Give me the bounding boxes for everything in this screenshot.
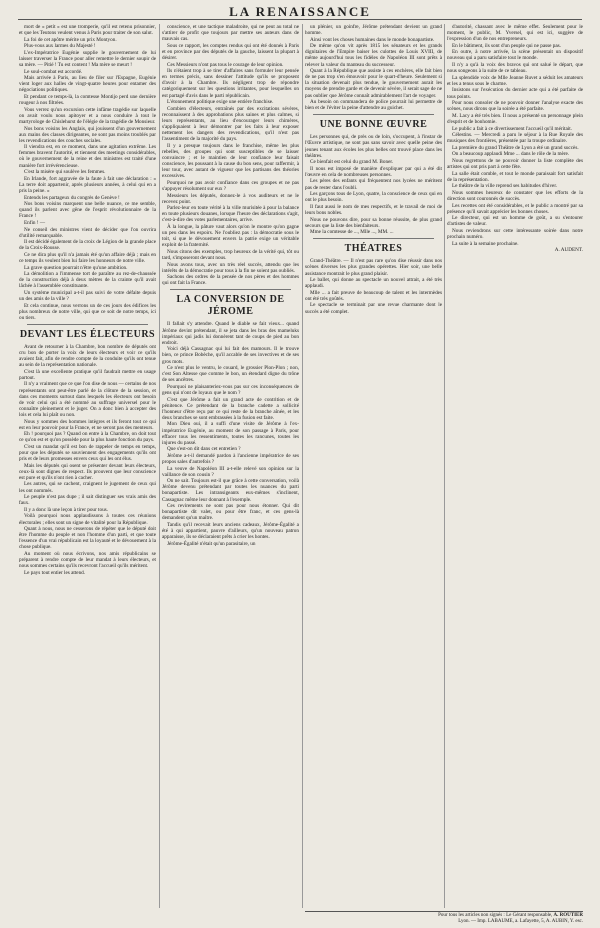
paragraph: Nous sommes heureux de constater que les efforts de la direction sont couronnés de succès. <box>447 189 583 203</box>
paragraph: L'ex-Impératrice Eugénie supplie le gouvernement de lui laisser traverser la France pour aller remettre le dernier soupir de sa mère. — Pitié ! Tu est content ! Ma mère se meurt ! <box>19 49 156 69</box>
headline-conversion-de-jerome: LA CONVERSION DE JÉROME <box>176 294 285 318</box>
paragraph: Il y a presque toujours dans le franchise, même les plus rebelles, des groupes qui sont susceptibles de se laisser convaincre ; et le maintien de leur confiance leur faisait conscience, les poussant à la cause du bon sens, pour raffermir, à leur tour, avec autant de vigueur que les partisans des théories excessives. <box>162 142 299 180</box>
paragraph: En le bâtiment, ils sont d'un peuple qui ne passe pas. <box>452 42 561 49</box>
paragraph: Les pères des enfants qui fréquentent nos lycées ne méritent pas de rester dans l'oubli. <box>305 178 442 191</box>
top-rule <box>18 19 582 20</box>
paragraph: Il est décidé également de la croix de Légion de la grande place de la Croix-Rousse. <box>19 239 156 252</box>
col3-top-text <box>305 24 442 111</box>
separator <box>27 324 148 325</box>
paragraph: Quant à la République que assiste à ces enchères, elle fait bien de ne pas trop s'en émouvoir pour le quart-d'heure. Seulement si la situation devenait plus tendue, le gouvernement aurait les moyens de prendre garde et de devenir sévère, il serait sage de ne pas oublier que Jérôme connaît admirablement l'art de voyager. <box>305 68 442 99</box>
footer-line-2: Lyon. — Imp. LABAUME, a. Lafayette, 5, A. AUBIN, Y. esc. <box>458 919 583 924</box>
col3-mid-text <box>305 134 442 235</box>
paragraph: Et pendant ce temps-là, la comtesse Montijo perd une dernière rougeur à nos filtrées. <box>19 94 156 107</box>
paragraph: Mais arrivée à Paris, au lieu de filer sur l'Espagne, Eugénie vient loger aux halles de vingt-quatre heures pour entamer des négociations politiques. <box>19 75 156 94</box>
paragraph: Les personnes qui, de près ou de loin, s'occupent, à l'instar de l'Œuvre artistique, ne sont pas sans savoir avec quelle peine des jeunes tenant aux écoles les plus belles ont trouvé place dans les théâtres. <box>305 134 442 159</box>
paragraph: Au moment où nous écrivons, nos amis républicains se préparent à rendre compte de leur mandat à leurs électeurs, et nous sommes certains qu'ils recevront l'accueil qu'ils méritent. <box>19 551 156 570</box>
paragraph: Nous regrettons de ne pouvoir donner la liste complète des artistes qui ont pris part à cette fête. <box>447 157 583 171</box>
column-divider <box>159 24 160 908</box>
paragraph: Ce n'est plus le ventru, le couard, le grossier Plon-Plon ; non, c'est Son Altesse que comme le bon, un étendard digne du trône de ses ancêtres. <box>162 365 299 384</box>
masthead <box>0 0 600 20</box>
paragraph: Il faut aussi le nom de mes respectifs, et le travail de moi de leurs bons nobles. <box>305 203 442 216</box>
paragraph: En outre, à notre arrivée, la scène présentait un dispositif nouveau qui a paru satisfaire tout le monde. <box>447 49 583 62</box>
paragraph: Le pays tout entier les attend. <box>24 569 86 576</box>
paragraph: Mais les députés qui osent se présenter devant leurs électeurs, ceux-là sont dignes de respect. Ils prouvent que leur conscience est pure et qu'ils n'ont rien à cacher. <box>19 462 156 481</box>
paragraph: Sous ce rapport, les comptes rendus qui ont été donnés à Paris et en province par des députés de la gauche, laissent la plupart à désirer. <box>162 42 299 61</box>
paragraph: Le soul-combat est accordé. <box>24 68 83 75</box>
column-1 <box>19 24 156 904</box>
paragraph: Mon Dieu oui, il a suffi d'une visite de Jérôme à l'ex-impératrice Eugénie, au moment de son passage à Paris, pour effacer tous les ressentiments, toutes les rancunes, toutes les injures du passé. <box>162 421 299 446</box>
column-3 <box>305 24 442 904</box>
paragraph: Parlez-leur en toute vérité à la ville murisitée à pour la balance en toute plusieurs douanes, lorsque l'heure des déclarations s'agit, c'est-à-dire des votes parlementaires, arrive. <box>162 205 299 224</box>
paragraph: Eh ! pourquoi pas ? Quand on entre à la Chambre, on doit tout ce qu'on est et qu'on possède pour la plus haute fonction du pays. <box>19 431 156 444</box>
paragraph: mort de « petit » est une tromperie, qu'il est retenu prisonnier, et que les Teutons veulent venus à Paris pour traiter de son salut. <box>19 24 156 37</box>
col3-bottom-text <box>305 258 442 314</box>
paragraph: Nos bons voisins marquent une belle nuance, ce me semble, quand ils parlent avec gêne de l'esprit révolutionnaire de la France ! <box>19 201 156 220</box>
paragraph: Ainsi vont les choses humaines dans le monde bonapartiste. <box>310 36 435 43</box>
paragraph: La veuve de Napoléon III a-t-elle relevé son opinion sur la vaillance de son cousin ? <box>162 465 299 478</box>
paragraph: Au besoin on commandera de police pourrait lui permettre de bien et de l'éviter la peine d'attendre au guichet. <box>305 99 442 112</box>
paragraph: Ce bienfait est celui du grand M. Boner. <box>310 159 394 166</box>
paragraph: Les autres, qui se cachent, craignent le jugement de ceux qui les ont nommés. <box>19 481 156 494</box>
paragraph: Le peuple n'est pas dupe ; il sait distinguer ses vrais amis des faux. <box>19 494 156 507</box>
paragraph: Grand-Théâtre. — Il n'est pas rare qu'on dise réussir dans nos scènes diverses les plus grandes opérettes. Hier soir, une belle assistance montrait le plus grand plaisir. <box>305 258 442 277</box>
paragraph: Il nous est imposé de manière d'expliquer par qui a été dit l'œuvre en cela de nombreuses personnes. <box>305 165 442 178</box>
paragraph: Il viendra est, en ce moment, dans une agitation extrême. Les femmes bravent l'autorité, et tiennent des meetings considérables, où le gouvernement de la reine et des ministres est traité d'une manière fort irrévérencieuse. <box>19 144 156 169</box>
paragraph: Nous reviendrons sur cette intéressante soirée dans notre prochain numéro. <box>447 228 583 241</box>
paragraph: Plus-vous aux larmes du Majesté ! <box>24 43 96 50</box>
paragraph: Pour nous consoler de ne pouvoir donner l'analyse exacte des scènes, nous dirons que la soirée a été parfaite. <box>447 100 583 113</box>
paragraph: On ne sait. Toujours est-il que grâce à cette conversation, voilà Jérôme devenu prétendant par toutes les nuances du parti bonapartiste. Les intransigeants eux-mêmes s'inclinent, Cassagnac même leur donnant à l'exemple. <box>162 478 299 503</box>
paragraph: Combien d'électeurs, entraînés par des excitations sévères, reconnaissent à des approbations plus saines et plus calmes, si leurs représentants, au lieu d'encourager leurs chimères, s'appliquaient à leur démontrer par les faits à leur exposer nettement les dangers des revendications, qu'il n'est pas l'assentiment de la majorité du pays. <box>162 105 299 143</box>
col2-top-text <box>162 24 299 286</box>
paragraph: Célestins. — Mercredi a paru le séjour à la Rue Royale des musiques des frontières, présentée par la troupe ordinaire. <box>447 132 583 145</box>
paragraph: On a beaucoup applaudi Mme ... dans le rôle de la mère. <box>452 151 570 158</box>
paragraph: M. Lacy a été très bien. Il nous a présenté un personnage plein d'esprit et de bonhomie. <box>447 112 583 125</box>
paragraph: Nos bons voisins les Anglais, qui jouissent d'un gouvernement aux mains des classes dirigeantes, ne sont pas moins troublés par les revendications des couches sociales. <box>19 125 156 144</box>
paragraph: Tandis qu'il recevait leurs anciens cadeaux, Jérôme-Égalité a été à qui appartient, pauvre d'ailleurs, qu'un nouveau patron apparaisse, ils se déclaraient prêts à crier les hontes. <box>162 521 299 541</box>
paragraph: Et cela continue, nous verrons un de ces jours des édifices les plus nombreux de notre ville, qui que ce soit de notre temps, ici ou tiers. <box>19 302 156 321</box>
col2-bottom-text <box>162 321 299 546</box>
paragraph: La grave question pourrait n'être qu'une ambition. <box>24 264 128 271</box>
paragraph: Quant à nous, nous ne cesserons de répéter que le député doit être l'homme du peuple et non l'homme d'un parti, et que toute l'essence d'un vrai républicain est la loyauté et le dévouement à la chose publique. <box>19 526 156 551</box>
paragraph: Voilà pourquoi nous applaudissons à toutes ces réunions électorales ; elles sont un signe de vitalité pour la République. <box>19 513 156 526</box>
imprint-footer <box>305 913 583 925</box>
paragraph: Un système municipal a-t-il pas suivi de votre défaite depuis un des amis de la ville ? <box>19 289 156 303</box>
paragraph: d'autorité, chassant avec le même effet. Seulement pour le moment, le public, M. Yversel, qui est ici, suggère de l'expression d'un de nos entrepreneurs. <box>447 24 583 43</box>
paragraph: Ils n'étaient trop à se tirer d'affaires sans formuler leur pensée en termes précis, sans dessiner l'attitude qu'ils se proposent d'avoir à la Chambre. Ils négligent trop de répondre catégoriquement sur les questions irritantes, pour lesquelles on est partagé d'avis dans le parti républicain. <box>162 68 299 99</box>
paragraph: Mlle ... a fait preuve de beaucoup de talent et les intermèdes ont été très goûtés. <box>305 289 442 302</box>
separator <box>313 238 434 239</box>
column-divider <box>444 24 445 908</box>
headline-une-bonne-oeuvre: UNE BONNE ŒUVRE <box>319 119 428 131</box>
paragraph: Le directeur, qui est un homme de goût, a su s'entourer d'artistes de valeur. <box>447 215 583 228</box>
paragraph: La suite à la semaine prochaine. <box>452 240 519 247</box>
paragraph: Le public a fait à ce divertissement l'accueil qu'il méritait. <box>452 125 572 132</box>
paragraph: C'est la misère qui soulève les femmes. <box>24 169 106 176</box>
paragraph: Avant de retourner à la Chambre, bon nombre de députés ont cru bon de porter la voix de leurs électeurs et voir ce qu'ils avaient fait, afin de rendre compte de la conduite qu'ils ont tenue au sein de la représentation nationale. <box>19 343 156 369</box>
paragraph: De même qu'on vit après 1815 les sénateurs et les grands dignitaires de l'Empire baiser les culottes de Louis XVIII, de même aujourd'hui tous les fidèles de Napoléon III sont prêts à relever la valeur du manteau du successeur. <box>305 43 442 68</box>
footer-line-1: Pour tous les articles non signés : Le Gérant responsable, A. ROUTIER <box>438 913 583 918</box>
col1-bottom-text <box>19 344 156 576</box>
paragraph: Jérôme a-t-il demandé pardon à l'ancienne impératrice de ses propos sales d'autrefois ? <box>162 452 299 465</box>
separator <box>170 289 291 290</box>
paragraph: Que s'est-on dit dans cet entretien ? <box>167 446 241 453</box>
paragraph: Jérôme-Égalité n'était qu'un parasitaire, un <box>167 540 256 547</box>
column-4 <box>447 24 583 904</box>
paragraph: C'est que Jérôme a fait un grand acte de contrition et de pénitence. Ce prétendant de la branche cadette a sollicité l'honneur d'être reçu par ce qui reste de la branche aînée, et les deux branches se sont embrassées à la fusion est faite. <box>162 396 299 421</box>
paragraph: Le ballet, qui donne au spectacle un nouvel attrait, a été très applaudi. <box>305 277 442 290</box>
paragraph: Sachons des ordres de la pensée de nos pères et des hommes qui ont fait la France. <box>162 274 299 287</box>
paragraph: Nous ne pouvons dire, pour sa bonne réussite, de plus grand secours que la liste des bienfaiteurs. <box>305 216 442 229</box>
signature: A. AUDENT. <box>554 247 583 254</box>
paragraph: Ce ne dira plus qu'il n'a jamais été qu'un affaire déjà ; mais en ce temps ils veulent bien lui faire les honneurs de notre ville. <box>19 251 156 264</box>
newspaper-title: LA RENAISSANCE <box>229 4 371 19</box>
paragraph: Enfin ! — <box>24 219 46 226</box>
paragraph: La foi de cet apôtre mérite un prix Montyon. <box>24 36 117 43</box>
col1-top-text <box>19 24 156 321</box>
paragraph: Insistons sur l'exécution du dernier acte qui a été parfaite de tous points. <box>447 87 583 100</box>
paragraph: Nous avons tous, avec un très réel succès, attendu que les intérêts de la démocratie pour tous à la fin ne soient pas oubliés. <box>162 261 299 274</box>
paragraph: Voici déjà Cassagnac qui lui fait des mamours. Il le trouve bien, ce prince Bobèche, qu'il accable de ses invectives et de ses gros mots. <box>162 346 299 365</box>
footer-rule <box>305 911 583 912</box>
separator <box>313 114 434 115</box>
paragraph: Il n'y a vraiment que ce que l'on dise de nous — certains de nos représentants ont peut-être parlé de la clôture de la session, et dans ces moments surtout dans lesquels les électeurs ont besoin de voir celui qui a été nommé au suffrage universel pour le connaître pleinement et le juger. On a donc bien à accepter des lois et cela lui plaît ou non. <box>19 381 156 418</box>
column-2 <box>162 24 299 904</box>
paragraph: Mme la comtesse de ..., Mlle ..., MM. ... <box>310 229 394 236</box>
paragraph: Les recettes ont été considérables, et le public a montré par sa présence qu'il savait apprécier les bonnes choses. <box>447 202 583 215</box>
paragraph: C'est un mandat qu'il est bon de rappeler de temps en temps, pour que les députés se souviennent des engagements qu'ils ont pris et de leurs promesses envers ceux qui les ont élus. <box>19 443 156 463</box>
paragraph: Entends les partageux du congrès de Genève ! <box>24 194 120 201</box>
col4-text <box>447 24 583 247</box>
paragraph: Vous verrez qu'un excursion cette infâme tragédie sur laquelle on avait voulu nous apitoyer et a nous conduire à tout le martyrologe de Chislehurst de l'élégie de la tragédie de Monsieur. <box>19 106 156 125</box>
paragraph: La salle était comble, et tout le monde paraissait fort satisfait de la représentation. <box>447 170 583 183</box>
column-divider <box>302 24 303 908</box>
headline-theatres: THÉATRES <box>344 243 403 255</box>
paragraph: Il n'y a qu'à la voix des bravos qui ont salué le départ, que nous songeons à la suite de ce tableau. <box>447 62 583 75</box>
paragraph: La démolition a l'immense tort de paraître au rez-de-chaussée de la construction déjà à deux mètres de la crainte qu'il avait lâchée à l'assemblée constituante. <box>19 271 156 290</box>
paragraph: Messieurs les députés, donnez-le à vos auditeurs et ne le recevez point. <box>162 192 299 205</box>
paragraph: Il y a donc là une leçon à tirer pour tous. <box>24 506 108 513</box>
headline-devant-les-electeurs: DEVANT LES ÉLECTEURS <box>19 328 156 340</box>
paragraph: un plénier, un goinfre, Jérôme prétendant devient un grand homme. <box>305 24 442 37</box>
paragraph: À la longue, la pâture vaut alors qu'on le montre qu'on gagne un peu dans les espoirs. Ne l'oubliez pas : la démocratie sous le toit, si que le dévouement envers la patrie exige un véritable exploit de la fraternité. <box>162 224 299 249</box>
paragraph: Nous y sommes des hommes intègres et ils feront tout ce qui est en leur pouvoir pour la France, et ne seront pas des menteurs. <box>19 418 156 431</box>
paragraph: Pourquoi ne pas avoir confiance dans ces groupes et ne pas s'appuyer résolument sur eux ? <box>162 179 299 192</box>
paragraph: En Irlande, fort aggravée de la faute à fait une déclaration : « La terre doit appartenir, après plusieurs années, à celui qui en a pris la peine. » <box>19 175 156 194</box>
paragraph: Les garçons tous de Lyon, quatre, la conscience de ceux qui en ont le plus besoin. <box>305 191 442 204</box>
paragraph: Le théâtre de la ville reprend ses habitudes d'hiver. <box>452 183 558 190</box>
paragraph: conscience, et une tactique maladroite, qui ne peut au total ne s'attirer de profit que toujours par mettre ses auteurs dans de mauvais cas. <box>162 24 299 43</box>
paragraph: Pourquoi ne plaisanteriez-vous pas sur ces inconséquences de gens qui n'ont de loyaux que le nom ? <box>162 383 299 396</box>
paragraph: La première du grand Théâtre de Lyon a été un grand succès. <box>452 144 579 151</box>
paragraph: Ne conseil des ministres vient de décider que l'on ouvrira d'utilité remarquable. <box>19 226 156 239</box>
paragraph: Ces revirements ne sont pas pour nous étonner. Qui dit bonapartiste dit valet, ou pour être franc, et ces gens-là demandent qu'un maître. <box>162 503 299 522</box>
paragraph: Il fallait s'y attendre. Quand le diable se fait vieux... quand Jérôme devint prétendant, il se jeta dans les bras des mameluks impériaux qui jadis lui donnèrent tant de coups de pied au bon endroit. <box>162 321 299 346</box>
paragraph: La splendide voix de Mlle Jeanne Ruvet a séduit les amateurs et les a tenus sous le charme. <box>447 74 583 87</box>
paragraph: C'est là une excellente pratique qu'il faudrait mettre en usage partout. <box>19 368 156 381</box>
paragraph: Ces Messieurs n'ont pas tous le courage de leur opinion. <box>167 61 284 68</box>
paragraph: L'étonnement politique exige une entière franchise. <box>167 99 274 106</box>
paragraph: Le spectacle se terminait par une revue charmante dont le succès a été complet. <box>305 302 442 315</box>
paragraph: Nous citons des exemples, trop heureux de la vérité qui, tôt ou tard, s'imposeront devant nous. <box>162 248 299 261</box>
